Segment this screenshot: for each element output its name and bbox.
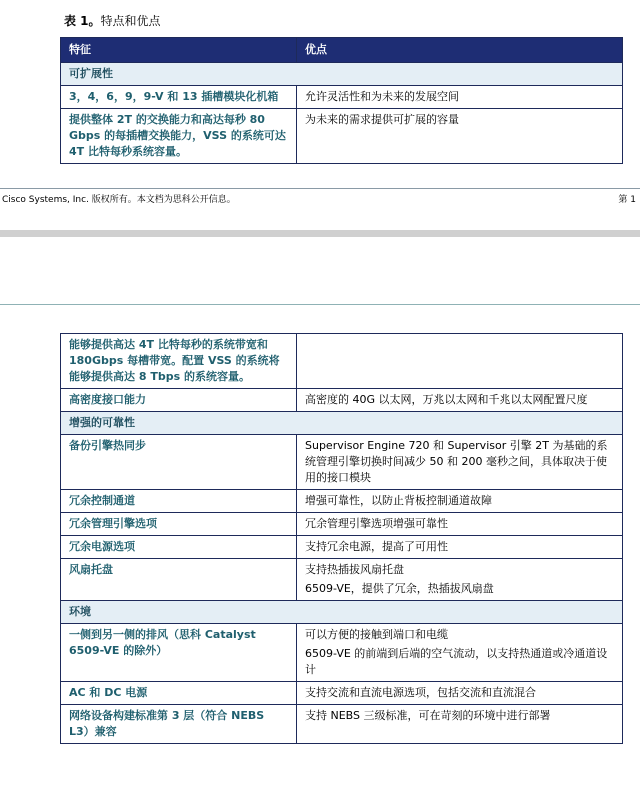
- category-label: 环境: [61, 601, 623, 624]
- table-row: [61, 682, 623, 705]
- footer-divider: [0, 188, 640, 189]
- table-row: [61, 490, 623, 513]
- table-caption-text: 特点和优点: [100, 14, 161, 28]
- benefit-cell: [297, 389, 623, 412]
- feature-cell: 网络设备构建标准第 3 层（符合 NEBS L3）兼容: [61, 705, 297, 744]
- benefit-cell: [297, 624, 623, 682]
- feature-cell: 提供整体 2T 的交换能力和高达每秒 80 Gbps 的每插槽交换能力，VSS 的系统可达 4T 比特每秒系统容量。: [61, 109, 297, 164]
- page2-header-rule: [0, 304, 640, 305]
- benefit-cell: [297, 705, 623, 744]
- features-table-part1: [60, 37, 623, 164]
- feature-cell: 高密度接口能力: [61, 389, 297, 412]
- header-benefit: 优点: [297, 38, 623, 63]
- header-feature: 特征: [61, 38, 297, 63]
- table-row: [61, 109, 623, 164]
- table-row: [61, 559, 623, 601]
- table-row: [61, 334, 623, 389]
- benefit-text: 增强可靠性，以防止背板控制通道故障: [305, 494, 492, 507]
- benefit-cell: [297, 490, 623, 513]
- benefit-text: 高密度的 40G 以太网，万兆以太网和千兆以太网配置尺度: [305, 393, 588, 406]
- benefit-text: 支持交流和直流电源选项，包括交流和直流混合: [305, 686, 536, 699]
- benefit-text: 6509-VE，提供了冗余，热插拔风扇盘: [305, 582, 494, 595]
- category-label: 增强的可靠性: [61, 412, 623, 435]
- table-row: [61, 624, 623, 682]
- table-header-row: [61, 38, 623, 63]
- feature-cell: 备份引擎热同步: [61, 435, 297, 490]
- table-caption-label: 表 1。: [64, 14, 101, 28]
- table-row: [61, 86, 623, 109]
- feature-cell: 能够提供高达 4T 比特每秒的系统带宽和 180Gbps 每槽带宽。配置 VSS 的系统将能够提供高达 8 Tbps 的系统容量。: [61, 334, 297, 389]
- table-caption: [64, 12, 161, 29]
- benefit-cell: [297, 435, 623, 490]
- footer-page-number: 第 1: [618, 195, 636, 205]
- footer-copyright: Cisco Systems, Inc. 版权所有。本文档为思科公开信息。: [2, 195, 236, 205]
- table-row: [61, 435, 623, 490]
- benefit-text: 支持热插拔风扇托盘: [305, 563, 404, 576]
- feature-cell: 冗余电源选项: [61, 536, 297, 559]
- benefit-cell: [297, 513, 623, 536]
- benefit-cell: [297, 86, 623, 109]
- benefit-text: 6509-VE 的前端到后端的空气流动，以支持热通道或冷通道设计: [305, 647, 608, 676]
- benefit-text: 可以方便的接触到端口和电缆: [305, 628, 448, 641]
- table-row: [61, 536, 623, 559]
- category-row: [61, 601, 623, 624]
- benefit-text: 支持 NEBS 三级标准，可在苛刻的环境中进行部署: [305, 709, 551, 722]
- benefit-cell: [297, 682, 623, 705]
- feature-cell: 冗余管理引擎选项: [61, 513, 297, 536]
- category-row: [61, 63, 623, 86]
- feature-cell: 风扇托盘: [61, 559, 297, 601]
- page-break-band: [0, 230, 640, 237]
- feature-cell: AC 和 DC 电源: [61, 682, 297, 705]
- benefit-cell: [297, 109, 623, 164]
- features-table-part2: [60, 333, 623, 744]
- feature-cell: 3，4，6，9，9-V 和 13 插槽模块化机箱: [61, 86, 297, 109]
- benefit-text: 允许灵活性和为未来的发展空间: [305, 90, 459, 103]
- benefit-text: 为未来的需求提供可扩展的容量: [305, 113, 459, 126]
- category-label: 可扩展性: [61, 63, 623, 86]
- feature-cell: 一侧到另一侧的排风（思科 Catalyst 6509-VE 的除外）: [61, 624, 297, 682]
- category-row: [61, 412, 623, 435]
- benefit-text: 冗余管理引擎选项增强可靠性: [305, 517, 448, 530]
- table-row: [61, 389, 623, 412]
- benefit-cell: [297, 536, 623, 559]
- feature-cell: 冗余控制通道: [61, 490, 297, 513]
- benefit-cell: [297, 334, 623, 389]
- benefit-text: 支持冗余电源，提高了可用性: [305, 540, 448, 553]
- benefit-text: Supervisor Engine 720 和 Supervisor 引擎 2T 为基础的系统管理引擎切换时间减少 50 和 200 毫秒之间，具体取决于使用的接口模块: [305, 439, 608, 484]
- benefit-cell: [297, 559, 623, 601]
- table-row: [61, 705, 623, 744]
- table-row: [61, 513, 623, 536]
